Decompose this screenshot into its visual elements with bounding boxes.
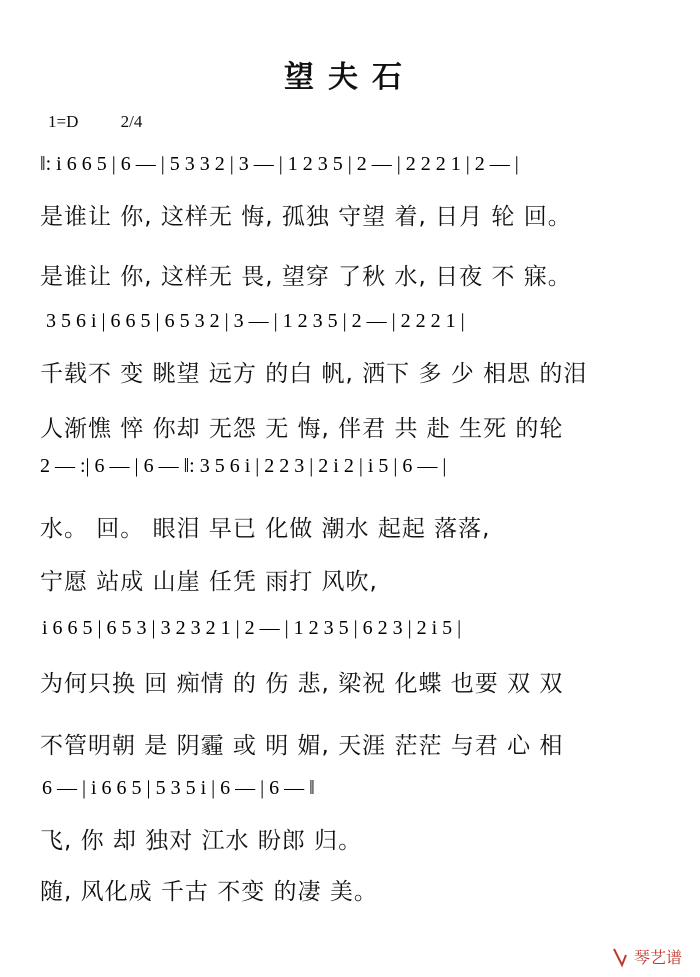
notation-line-4 xyxy=(0,612,700,640)
notation-line-1 xyxy=(0,148,700,176)
notation-line-5 xyxy=(0,772,700,800)
notation-line-3 xyxy=(0,450,700,478)
lyric-line: 不管明朝 是 阴霾 或 明 媚, 天涯 茫茫 与君 心 相 xyxy=(40,733,564,759)
notation-text: i 6 6 5 | 6 5 3 | 3 2 3 2 1 | 2 — | 1 2 3 5 | 6 2 3 | 2 i 5 | xyxy=(42,617,462,639)
logo-text: 琴艺谱 xyxy=(634,948,683,967)
lyric-line: 为何只换 回 痴情 的 伤 悲, 梁祝 化蝶 也要 双 双 xyxy=(40,671,564,697)
lyric-line: 随, 风化成 千古 不变 的凄 美。 xyxy=(40,879,378,905)
lyric-line: 是谁让 你, 这样无 悔, 孤独 守望 着, 日月 轮 回。 xyxy=(40,204,572,230)
lyric-line: 水。 回。 眼泪 早已 化做 潮水 起起 落落, xyxy=(40,516,491,542)
notation-text: 2 — :| 6 — | 6 — ‖: 3 5 6 i | 2 2 3 | 2 i 2 | i 5 | 6 — | xyxy=(40,455,447,477)
lyric-line: 宁愿 站成 山崖 任凭 雨打 风吹, xyxy=(40,569,378,595)
song-title: 望夫石 xyxy=(284,60,416,95)
notation-line-2 xyxy=(0,305,700,333)
site-logo xyxy=(610,945,690,969)
time-signature: 2/4 xyxy=(120,112,143,131)
score-meta xyxy=(48,112,180,132)
notation-text: 3 5 6 i | 6 6 5 | 6 5 3 2 | 3 — | 1 2 3 5 | 2 — | 2 2 2 1 | xyxy=(46,310,465,332)
key-signature: 1=D xyxy=(48,112,79,131)
notation-text: ‖: i 6 6 5 | 6 — | 5 3 3 2 | 3 — | 1 2 3 5 | 2 — | 2 2 2 1 | 2 — | xyxy=(40,153,519,175)
lyric-line: 人渐憔 悴 你却 无怨 无 悔, 伴君 共 赴 生死 的轮 xyxy=(40,416,564,442)
lyric-line: 是谁让 你, 这样无 畏, 望穿 了秋 水, 日夜 不 寐。 xyxy=(40,264,572,290)
lyric-line: 千载不 变 眺望 远方 的白 帆, 洒下 多 少 相思 的泪 xyxy=(40,361,588,387)
notation-text: 6 — | i 6 6 5 | 5 3 5 i | 6 — | 6 — ‖ xyxy=(42,777,315,799)
lyric-line: 飞, 你 却 独对 江水 盼郎 归。 xyxy=(40,828,363,854)
